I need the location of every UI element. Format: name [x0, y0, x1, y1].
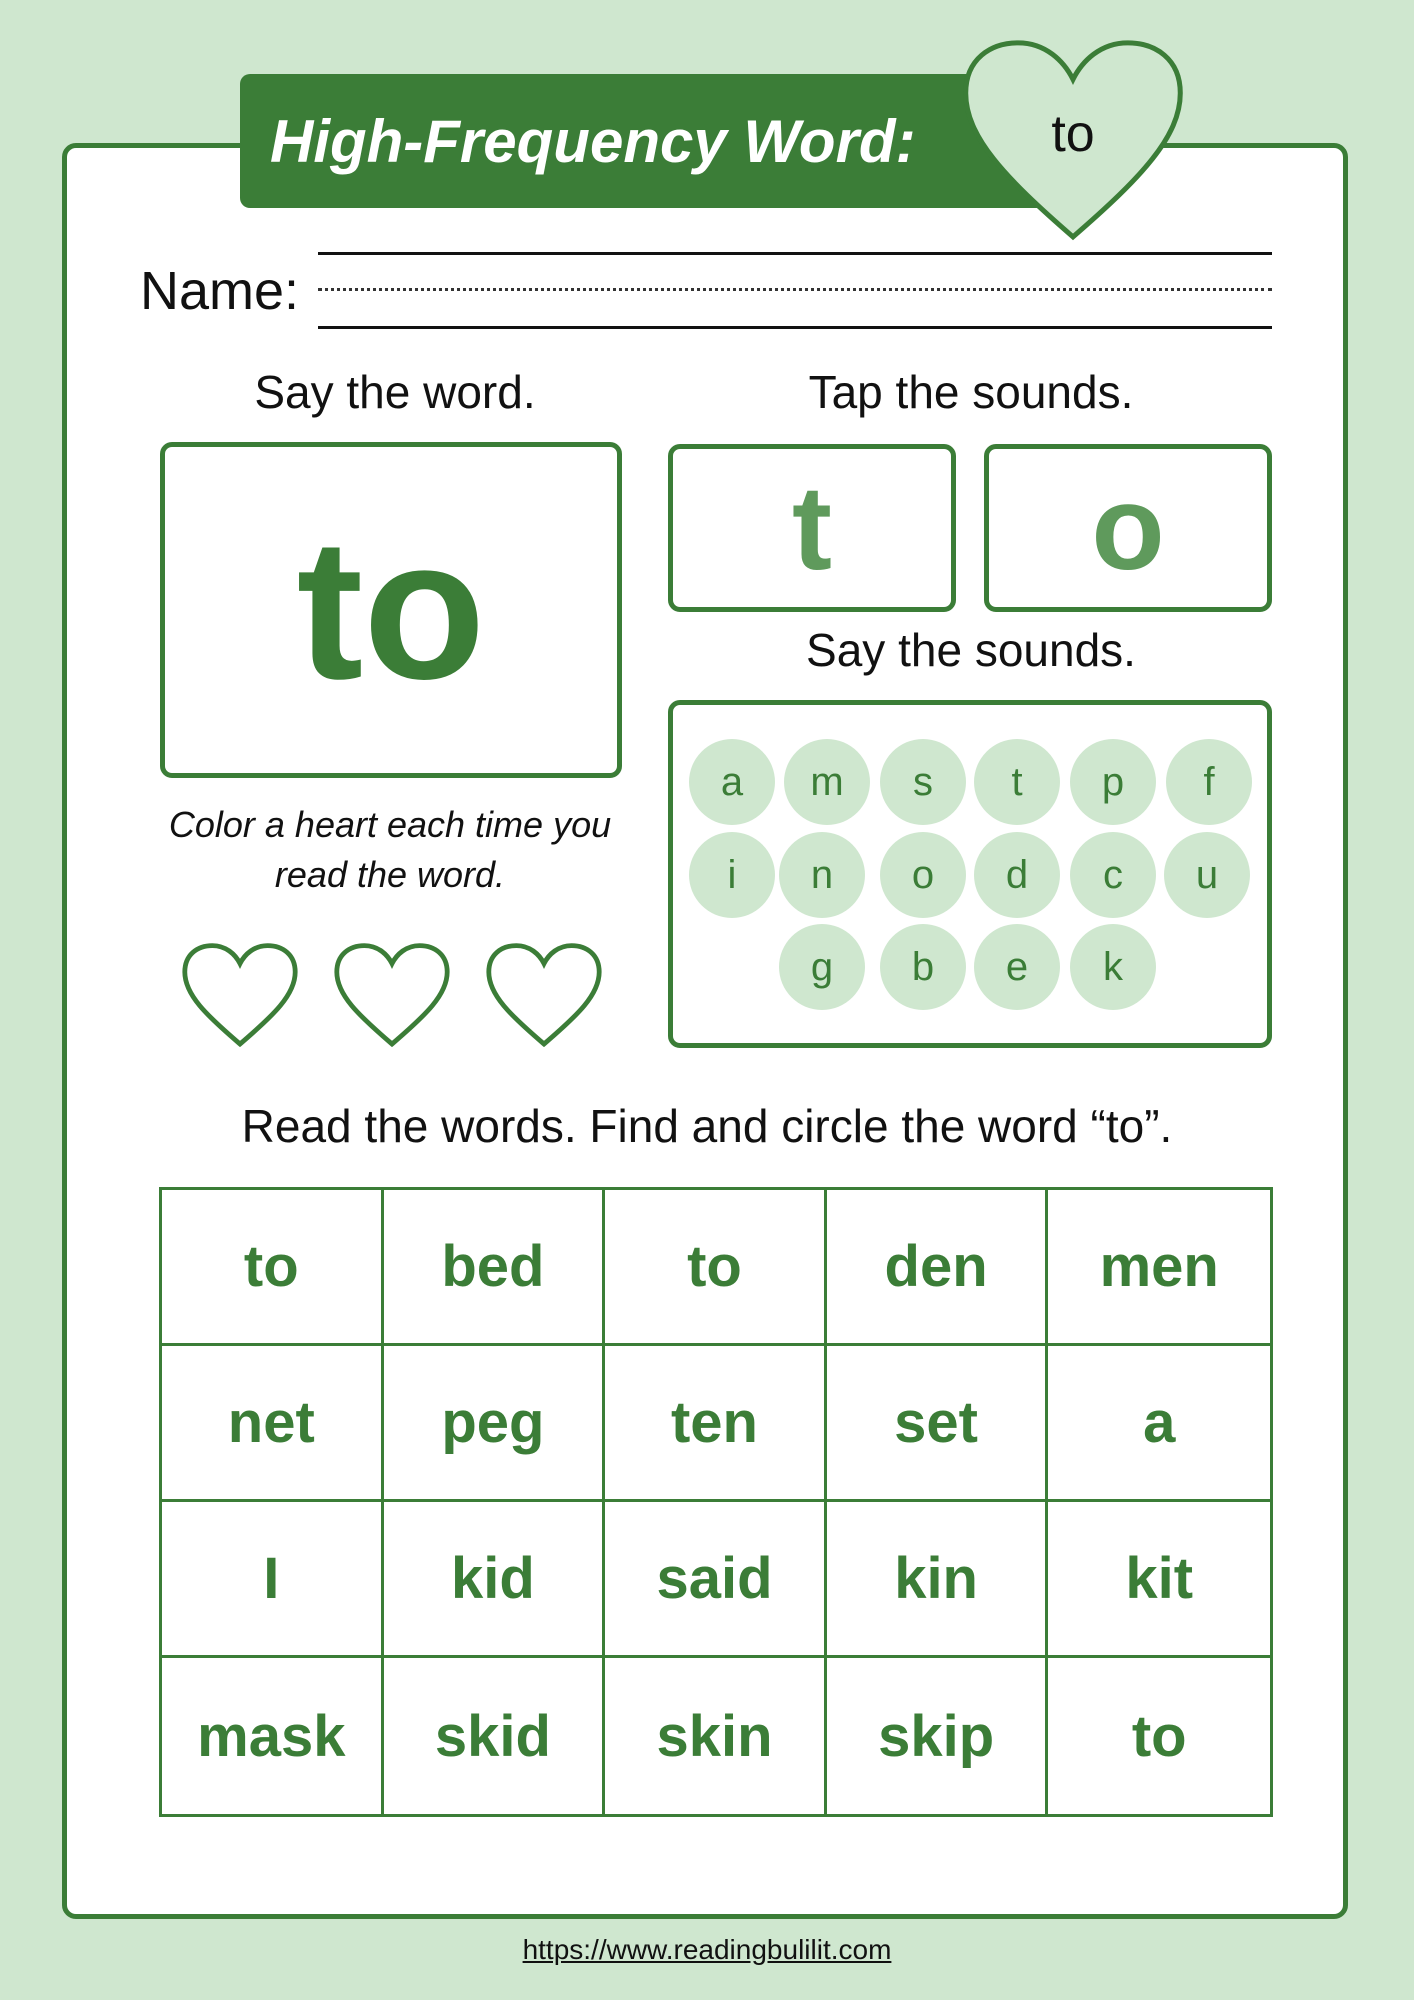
say-word-heading: Say the word. — [254, 366, 536, 418]
sound-box-1[interactable]: t — [668, 444, 956, 612]
color-hearts-instruction: Color a heart each time you read the word. — [168, 804, 612, 895]
word-cell[interactable]: skip — [827, 1658, 1049, 1814]
sound-bubble[interactable]: f — [1166, 739, 1252, 825]
word-cell[interactable]: skin — [605, 1658, 827, 1814]
sound-bubble[interactable]: s — [880, 739, 966, 825]
word-cell[interactable]: den — [827, 1190, 1049, 1346]
name-line-bottom — [318, 326, 1272, 329]
word-cell[interactable]: bed — [384, 1190, 606, 1346]
name-line-top[interactable] — [318, 252, 1272, 255]
word-cell[interactable]: peg — [384, 1346, 606, 1502]
find-words-instruction: Read the words. Find and circle the word “to”. — [241, 1100, 1173, 1152]
heart-outline-icon[interactable] — [484, 940, 604, 1052]
tap-sounds-heading: Tap the sounds. — [808, 366, 1134, 418]
word-cell[interactable]: kin — [827, 1502, 1049, 1658]
word-cell[interactable]: to — [162, 1190, 384, 1346]
page-title: High-Frequency Word: — [270, 108, 916, 175]
sound-bubble[interactable]: i — [689, 832, 775, 918]
heart-outline-icon[interactable] — [180, 940, 300, 1052]
sound-bubble[interactable]: e — [974, 924, 1060, 1010]
sound-bubble[interactable]: u — [1164, 832, 1250, 918]
sound-bubble[interactable]: n — [779, 832, 865, 918]
word-grid — [159, 1187, 1273, 1817]
word-cell[interactable]: set — [827, 1346, 1049, 1502]
say-sounds-heading: Say the sounds. — [806, 624, 1136, 676]
footer-link[interactable]: https://www.readingbulilit.com — [522, 1934, 892, 1965]
word-cell[interactable]: net — [162, 1346, 384, 1502]
title-word: to — [1051, 105, 1095, 163]
sound-bubble[interactable]: k — [1070, 924, 1156, 1010]
sound-bubble[interactable]: o — [880, 832, 966, 918]
sound-bubble[interactable]: t — [974, 739, 1060, 825]
word-cell[interactable]: to — [1131, 1703, 1187, 1769]
word-cell[interactable]: ten — [605, 1346, 827, 1502]
word-cell[interactable]: skid — [384, 1658, 606, 1814]
sound-bubble[interactable]: c — [1070, 832, 1156, 918]
word-cell[interactable]: said — [605, 1502, 827, 1658]
word-cell[interactable]: a — [1048, 1346, 1270, 1502]
word-cell[interactable]: I — [162, 1502, 384, 1658]
sound-bubble[interactable]: b — [880, 924, 966, 1010]
say-word-box: to — [160, 442, 622, 778]
name-line-dotted — [318, 288, 1272, 291]
sound-bubble[interactable]: m — [784, 739, 870, 825]
heart-outline-icon[interactable] — [332, 940, 452, 1052]
word-cell[interactable]: mask — [162, 1658, 384, 1814]
word-cell[interactable]: kid — [384, 1502, 606, 1658]
sound-box-2[interactable]: o — [984, 444, 1272, 612]
sound-bubble[interactable]: p — [1070, 739, 1156, 825]
name-label: Name: — [140, 261, 300, 321]
sound-bubble[interactable]: d — [974, 832, 1060, 918]
word-cell[interactable]: kit — [1048, 1502, 1270, 1658]
sound-bubble[interactable]: a — [689, 739, 775, 825]
word-cell[interactable]: to — [605, 1190, 827, 1346]
sound-bubble[interactable]: g — [779, 924, 865, 1010]
word-cell[interactable]: men — [1048, 1190, 1270, 1346]
